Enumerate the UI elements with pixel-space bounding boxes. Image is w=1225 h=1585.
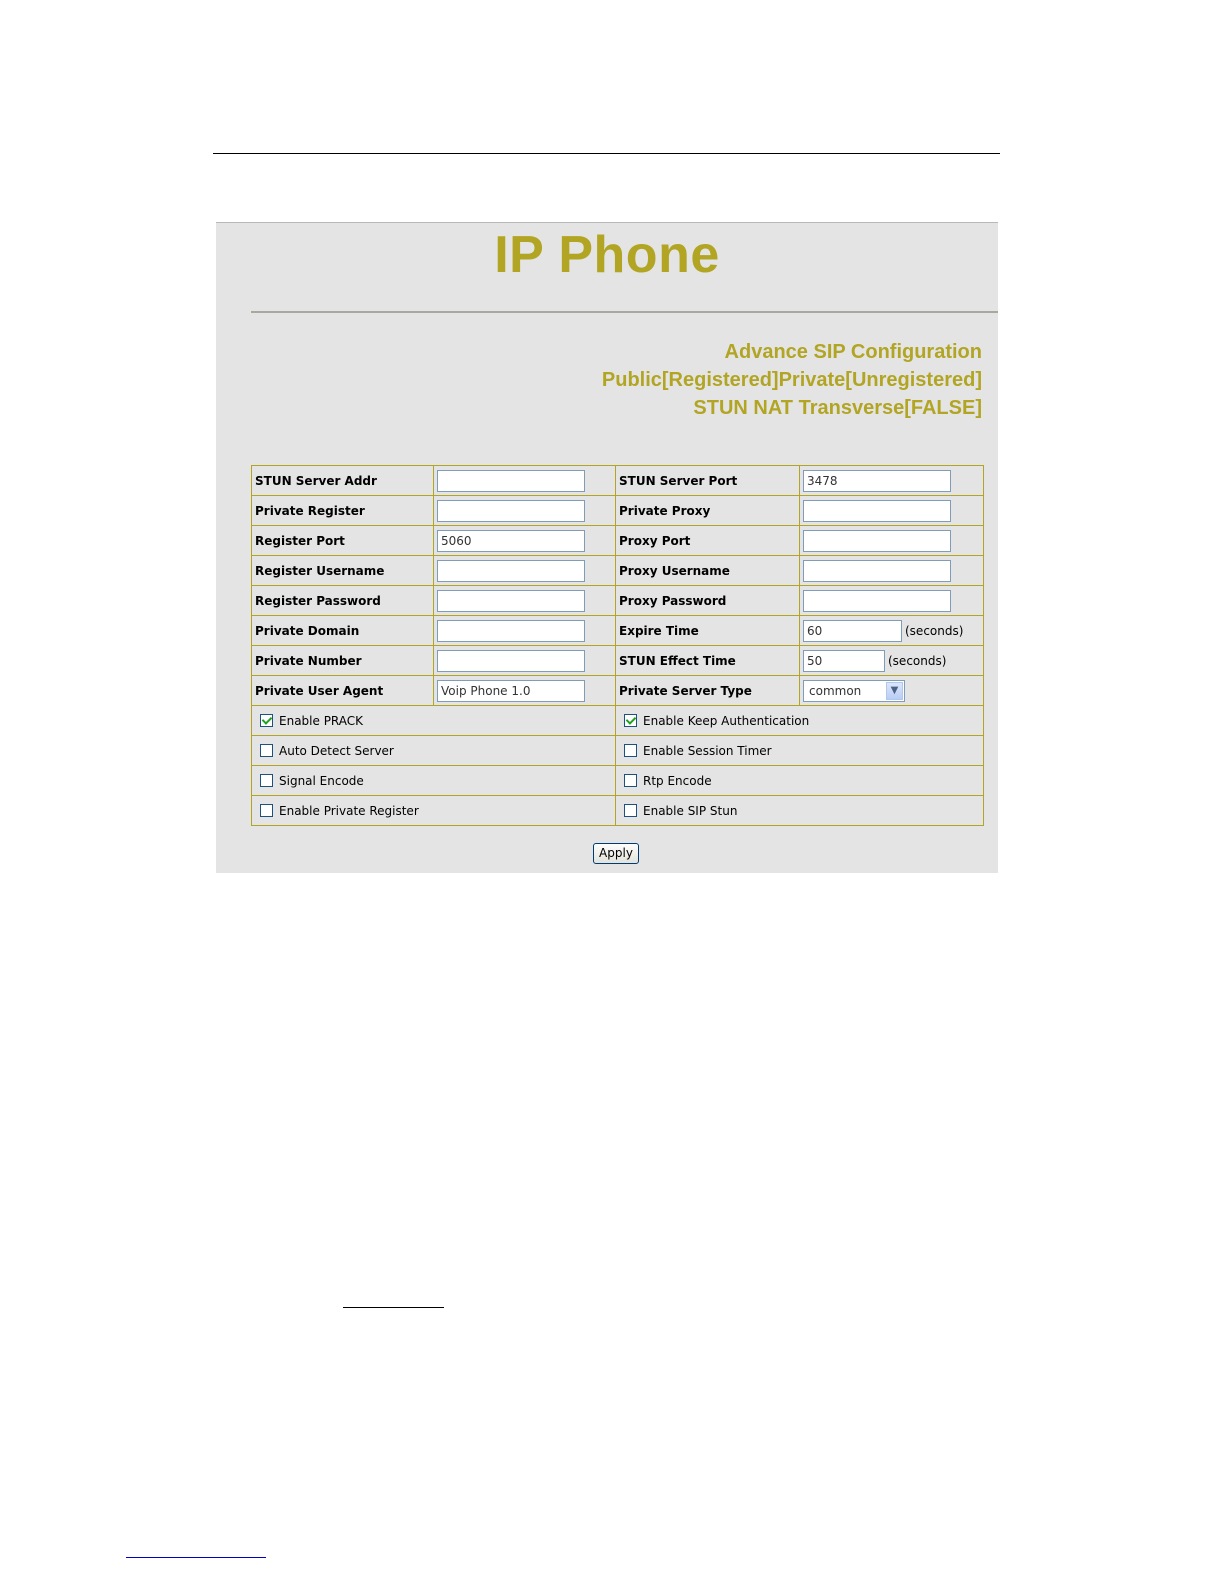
- enable-keep-auth-cell[interactable]: [616, 706, 984, 736]
- expire-time-input[interactable]: [803, 620, 902, 642]
- stun-server-addr-input[interactable]: [437, 470, 585, 492]
- stun-server-port-input[interactable]: [803, 470, 951, 492]
- register-username-label: Register Username: [252, 556, 434, 586]
- private-proxy-label: Private Proxy: [616, 496, 800, 526]
- private-server-type-label: Private Server Type: [616, 676, 800, 706]
- title-divider: [251, 311, 998, 313]
- proxy-port-input[interactable]: [803, 530, 951, 552]
- table-row: [252, 706, 984, 736]
- enable-prack-cell[interactable]: [252, 706, 616, 736]
- proxy-password-label: Proxy Password: [616, 586, 800, 616]
- expire-time-label: Expire Time: [616, 616, 800, 646]
- enable-session-timer-checkbox[interactable]: [624, 744, 637, 757]
- footnote-divider: [343, 1307, 444, 1308]
- section-heading: Advance SIP Configuration: [724, 341, 982, 363]
- register-username-input[interactable]: [437, 560, 585, 582]
- table-row: [252, 646, 984, 676]
- table-row: [252, 586, 984, 616]
- private-register-input[interactable]: [437, 500, 585, 522]
- enable-keep-authentication-label: Enable Keep Authentication: [643, 713, 810, 728]
- private-proxy-input[interactable]: [803, 500, 951, 522]
- stun-effect-time-input[interactable]: [803, 650, 885, 672]
- private-user-agent-input[interactable]: [437, 680, 585, 702]
- signal-encode-label: Signal Encode: [279, 773, 364, 788]
- auto-detect-server-label: Auto Detect Server: [279, 743, 394, 758]
- proxy-port-label: Proxy Port: [616, 526, 800, 556]
- enable-sip-stun-cell[interactable]: [616, 796, 984, 826]
- table-row: [252, 616, 984, 646]
- register-password-label: Register Password: [252, 586, 434, 616]
- table-row: [252, 466, 984, 496]
- nat-status: STUN NAT Transverse[FALSE]: [693, 397, 982, 419]
- table-row: [252, 766, 984, 796]
- enable-private-register-checkbox[interactable]: [260, 804, 273, 817]
- private-user-agent-label: Private User Agent: [252, 676, 434, 706]
- proxy-username-input[interactable]: [803, 560, 951, 582]
- enable-prack-checkbox[interactable]: [260, 714, 273, 727]
- chevron-down-icon[interactable]: ▼: [886, 682, 903, 700]
- table-row: [252, 556, 984, 586]
- bottom-divider: [126, 1557, 266, 1558]
- private-number-input[interactable]: [437, 650, 585, 672]
- stun-server-addr-label: STUN Server Addr: [252, 466, 434, 496]
- register-port-input[interactable]: [437, 530, 585, 552]
- rtp-encode-cell[interactable]: [616, 766, 984, 796]
- register-password-input[interactable]: [437, 590, 585, 612]
- page-title: IP Phone: [494, 226, 720, 284]
- enable-session-timer-cell[interactable]: [616, 736, 984, 766]
- table-row: [252, 496, 984, 526]
- signal-encode-cell[interactable]: [252, 766, 616, 796]
- enable-keep-authentication-checkbox[interactable]: [624, 714, 637, 727]
- private-server-type-select[interactable]: [803, 680, 905, 702]
- expire-time-unit: (seconds): [905, 623, 964, 638]
- proxy-username-label: Proxy Username: [616, 556, 800, 586]
- enable-session-timer-label: Enable Session Timer: [643, 743, 772, 758]
- table-row: [252, 676, 984, 706]
- enable-private-register-cell[interactable]: [252, 796, 616, 826]
- signal-encode-checkbox[interactable]: [260, 774, 273, 787]
- table-row: [252, 526, 984, 556]
- private-number-label: Private Number: [252, 646, 434, 676]
- apply-button[interactable]: Apply: [593, 843, 639, 864]
- enable-sip-stun-label: Enable SIP Stun: [643, 803, 738, 818]
- stun-effect-time-unit: (seconds): [888, 653, 947, 668]
- proxy-password-input[interactable]: [803, 590, 951, 612]
- auto-detect-server-cell[interactable]: [252, 736, 616, 766]
- enable-private-register-label: Enable Private Register: [279, 803, 419, 818]
- registration-status: Public[Registered]Private[Unregistered]: [601, 369, 982, 391]
- stun-effect-time-label: STUN Effect Time: [616, 646, 800, 676]
- stun-server-port-label: STUN Server Port: [616, 466, 800, 496]
- private-domain-label: Private Domain: [252, 616, 434, 646]
- table-row: [252, 736, 984, 766]
- enable-sip-stun-checkbox[interactable]: [624, 804, 637, 817]
- private-register-label: Private Register: [252, 496, 434, 526]
- register-port-label: Register Port: [252, 526, 434, 556]
- auto-detect-server-checkbox[interactable]: [260, 744, 273, 757]
- table-row: [252, 796, 984, 826]
- rtp-encode-label: Rtp Encode: [643, 773, 712, 788]
- config-panel: [216, 222, 998, 873]
- rtp-encode-checkbox[interactable]: [624, 774, 637, 787]
- sip-config-table: [251, 465, 984, 826]
- private-domain-input[interactable]: [437, 620, 585, 642]
- enable-prack-label: Enable PRACK: [279, 713, 364, 728]
- private-server-type-value: common: [809, 683, 862, 698]
- top-divider: [213, 153, 1000, 154]
